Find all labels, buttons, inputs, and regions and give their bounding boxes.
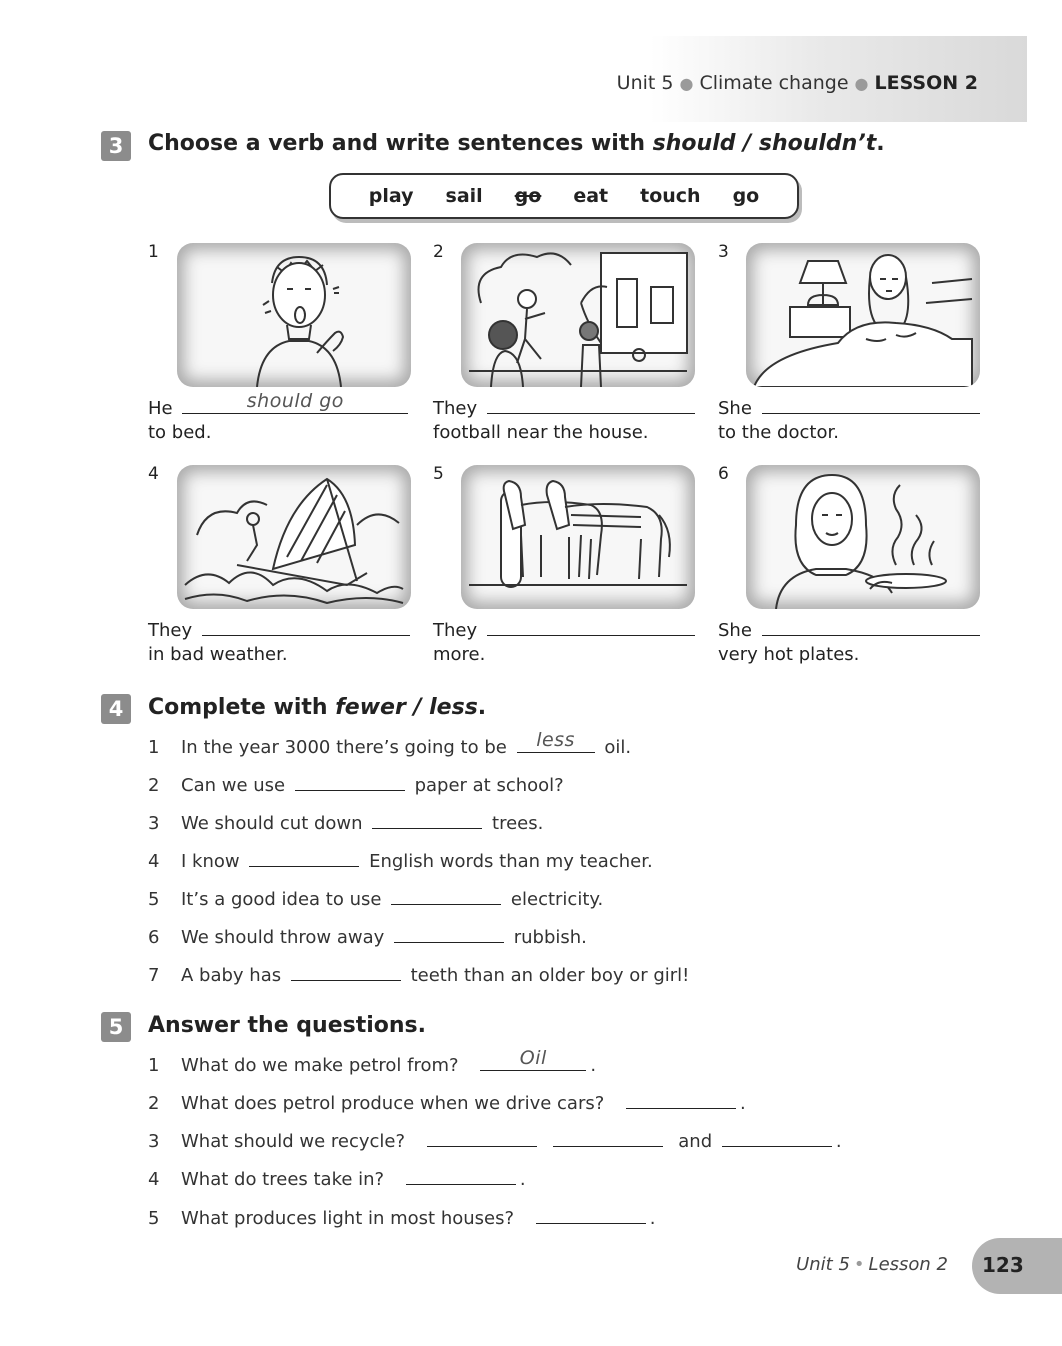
question-text: What should we recycle? [181,1131,406,1152]
ex4-title-text: Complete with [148,695,336,720]
ex4-row [148,965,689,986]
row-text: Can we use [181,775,286,796]
picture-boys-football [461,243,695,387]
row-text: electricity. [510,889,604,910]
word-go-crossed-out: go [514,185,542,207]
exercise-3-number: 3 [101,131,131,161]
verb-word-box [329,173,799,219]
handwritten-answer: should go [246,390,344,412]
sick-boy-illustration [177,243,411,387]
ex3-item-4-line [148,618,410,641]
answer-blank[interactable] [517,729,595,753]
exercise-4-number: 4 [101,694,131,724]
row-end: . [835,1131,842,1152]
row-number: 6 [148,927,160,948]
donkeys-illustration [461,465,695,609]
football-illustration [461,243,695,387]
item-number: 3 [718,242,729,262]
handwritten-answer: less [536,729,575,751]
row-text: In the year 3000 there’s going to be [181,737,507,758]
item-subject: They [433,620,478,641]
item-subject: They [433,398,478,419]
bullet-icon: ● [854,74,869,93]
row-number: 7 [148,965,160,986]
footer-unit: Unit 5 [796,1254,850,1275]
header-lesson: LESSON 2 [874,72,978,94]
ex4-row [148,889,603,910]
row-text: I know [181,851,240,872]
ex3-item-6-rest: very hot plates. [718,644,860,665]
row-text: English words than my teacher. [369,851,653,872]
answer-blank[interactable] [406,1169,516,1185]
answer-blank[interactable] [295,775,405,791]
answer-blank[interactable] [427,1131,537,1147]
exercise-5-title: Answer the questions. [148,1013,427,1038]
answer-blank[interactable] [372,813,482,829]
row-end: . [519,1169,526,1190]
exercise-4-title [148,695,486,720]
answer-blank[interactable] [722,1131,832,1147]
row-text: trees. [492,813,544,834]
ex3-item-1-line [148,390,408,419]
sailboat-illustration [177,465,411,609]
ex4-row [148,813,543,834]
word-eat: eat [573,185,609,207]
ex3-item-1-rest: to bed. [148,422,212,443]
question-text: What do trees take in? [181,1169,385,1190]
word-touch: touch [640,185,701,207]
row-number: 4 [148,851,160,872]
ex4-row [148,927,587,948]
row-end: . [649,1208,656,1229]
question-text: What does petrol produce when we drive cars? [181,1093,605,1114]
row-number: 5 [148,1208,160,1229]
item-subject: He [148,398,173,419]
answer-blank[interactable] [487,618,695,636]
word-go: go [732,185,760,207]
item-number: 2 [433,242,444,262]
word-sail: sail [445,185,483,207]
ex3-item-2-line [433,396,695,419]
picture-sick-boy [177,243,411,387]
answer-blank[interactable] [487,396,695,414]
picture-sick-girl-bed [746,243,980,387]
row-number: 4 [148,1169,160,1190]
row-text: We should throw away [181,927,385,948]
answer-blank[interactable] [394,927,504,943]
answer-blank[interactable] [182,390,408,414]
item-number: 4 [148,464,159,484]
ex3-item-3-rest: to the doctor. [718,422,839,443]
picture-thin-donkeys [461,465,695,609]
ex5-row [148,1208,656,1229]
ex5-row [148,1131,842,1152]
row-number: 1 [148,737,160,758]
page-number: 123 [982,1253,1024,1277]
answer-blank[interactable] [249,851,359,867]
question-text: What produces light in most houses? [181,1208,515,1229]
answer-blank[interactable] [762,396,980,414]
ex5-row [148,1093,746,1114]
answer-blank[interactable] [202,618,410,636]
running-header [617,72,978,94]
answer-blank[interactable] [553,1131,663,1147]
row-text: A baby has [181,965,282,986]
header-topic: Climate change [699,72,849,94]
word-play: play [368,185,414,207]
ex5-row [148,1169,526,1190]
ex4-row [148,775,564,796]
exercise-3-title [148,131,885,156]
header-unit: Unit 5 [616,72,674,94]
row-end: . [590,1055,597,1076]
row-text: We should cut down [181,813,363,834]
ex4-row [148,851,653,872]
ex4-title-end: . [477,695,487,720]
item-subject: She [718,398,752,419]
row-number: 1 [148,1055,160,1076]
hot-plate-illustration [746,465,980,609]
row-text: It’s a good idea to use [181,889,382,910]
answer-blank[interactable] [626,1093,736,1109]
handwritten-answer: Oil [519,1047,547,1069]
row-end: . [740,1093,746,1114]
picture-woman-hot-plate [746,465,980,609]
answer-blank[interactable] [480,1047,586,1071]
answer-blank[interactable] [391,889,501,905]
and-text: and [678,1131,713,1152]
bullet-icon: ● [679,74,694,93]
row-number: 2 [148,1093,160,1114]
ex4-row [148,729,632,758]
ex3-item-5-rest: more. [433,644,486,665]
ex3-title-end: . [876,131,885,156]
bullet-icon: • [853,1254,865,1275]
item-number: 5 [433,464,444,484]
answer-blank[interactable] [291,965,401,981]
ex3-title-text: Choose a verb and write sentences with [148,131,653,156]
row-number: 5 [148,889,160,910]
row-number: 3 [148,813,160,834]
item-number: 1 [148,242,159,262]
item-number: 6 [718,464,729,484]
ex3-title-italic: should / shouldn’t [652,131,877,156]
picture-sailboat-storm [177,465,411,609]
row-number: 3 [148,1131,160,1152]
exercise-5-number: 5 [101,1012,131,1042]
ex3-item-3-line [718,396,980,419]
row-text: teeth than an older boy or girl! [410,965,690,986]
footer-lesson: Lesson 2 [868,1254,948,1275]
row-text: rubbish. [513,927,587,948]
ex3-item-2-rest: football near the house. [433,422,649,443]
ex4-title-italic: fewer / less [335,695,478,720]
question-text: What do we make petrol from? [181,1055,459,1076]
item-subject: She [718,620,752,641]
ex3-item-6-line [718,618,980,641]
row-text: paper at school? [414,775,564,796]
row-number: 2 [148,775,160,796]
answer-blank[interactable] [762,618,980,636]
ex3-item-5-line [433,618,695,641]
item-subject: They [148,620,193,641]
ex5-row [148,1047,597,1076]
row-text: oil. [604,737,632,758]
running-footer [796,1254,948,1275]
ex3-item-4-rest: in bad weather. [148,644,288,665]
sick-girl-illustration [746,243,980,387]
answer-blank[interactable] [536,1208,646,1224]
